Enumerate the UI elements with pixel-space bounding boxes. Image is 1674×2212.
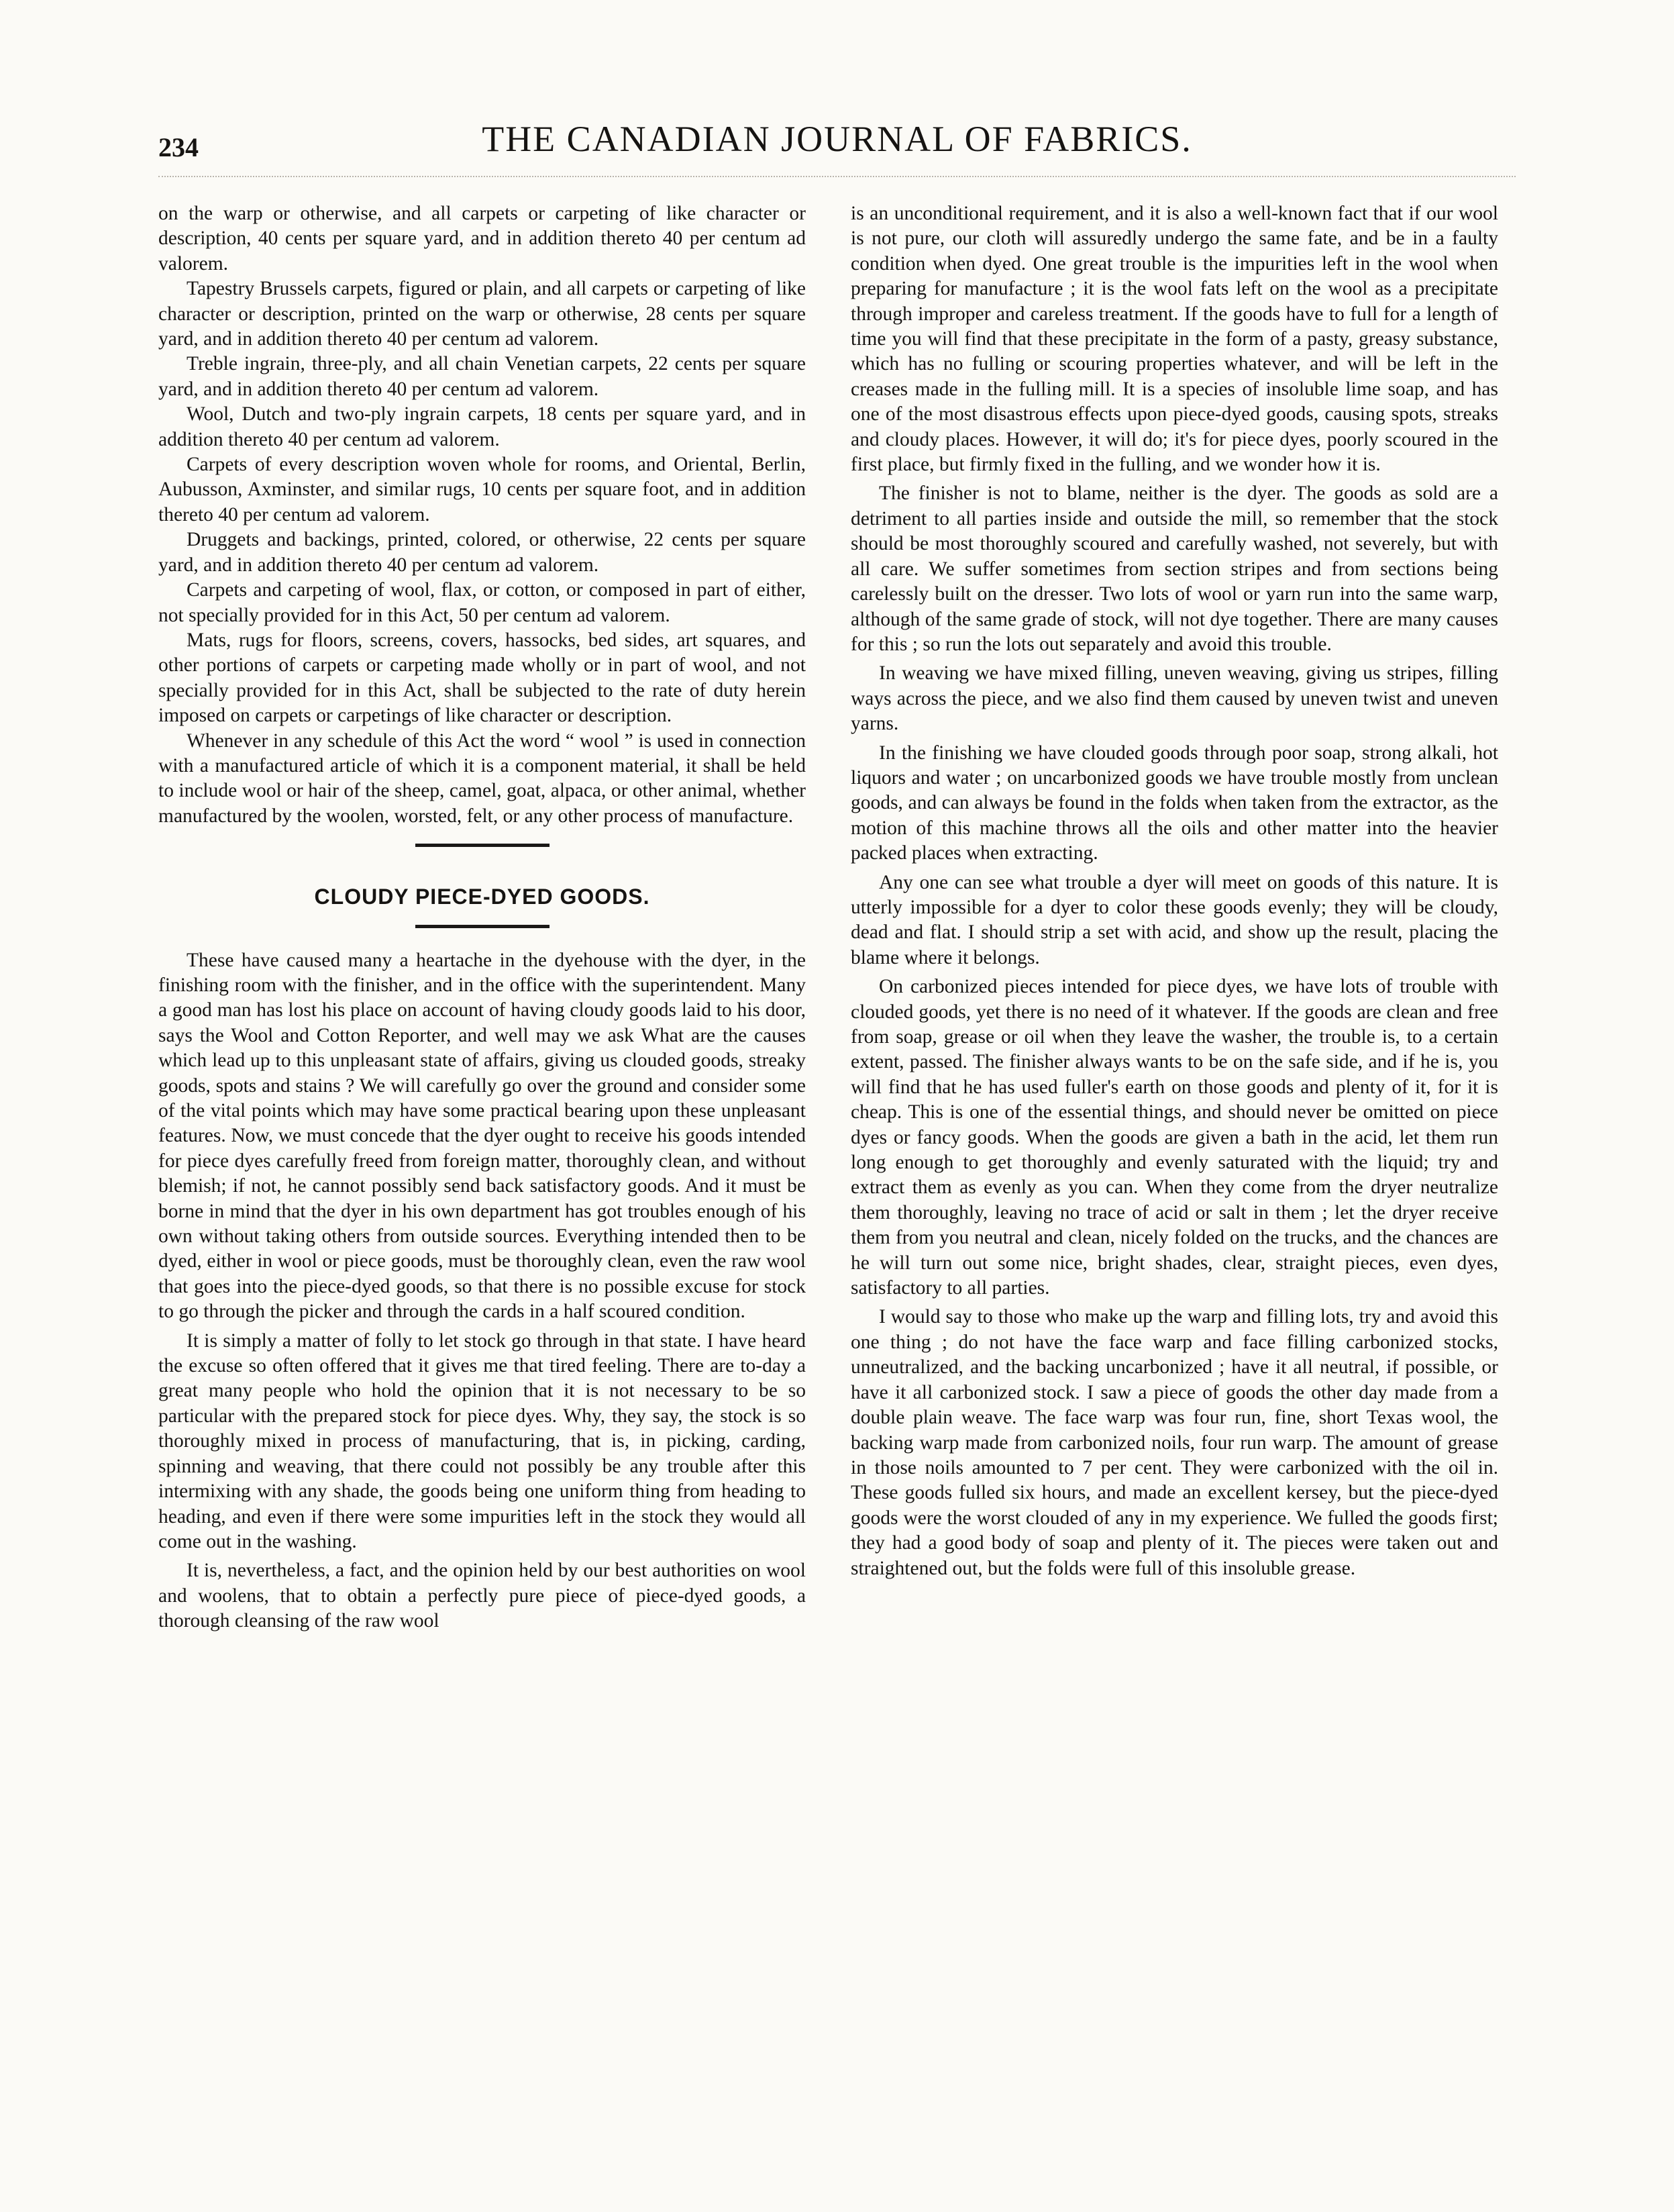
paragraph: Druggets and backings, printed, colored, or otherwise, 22 cents per square yard, and in addition thereto 40 per centum ad valorem. [158, 529, 806, 576]
paragraph: It is simply a matter of folly to let stock go through in that state. I have heard the excuse so often offered that it gives me that tired feeling. There are to-day a great many people who hold the opinion that it is not necessary to be so particular with the prepared stock for piece dyes. Why, they say, the stock is so thoroughly mixed in process of manufacturing, that is, in picking, carding, spinning and weaving, that there could not possibly be any trouble after this intermixing with any shade, the goods being one uniform thing from heading to heading, and even if there were some impurities left in the stock they would all come out in the washing. [158, 1329, 806, 1552]
paragraph: On carbonized pieces intended for piece dyes, we have lots of trouble with clouded goods, yet there is no need of it whatever. If the goods are clean and free from soap, grease or oil when they leave the washer, the trouble is, to a certain extent, passed. The finisher always wants to be on the safe side, and if he is, you will find that he has used fuller's earth on those goods and plenty of it, for it is cheap. This is one of the essential things, and should never be omitted on piece dyes or fancy goods. When the goods are given a bath in the acid, let them run long enough to get thoroughly and evenly saturated with the liquid; try and extract them as evenly as you can. When they come from the dryer neutralize them thoroughly, leaving no trace of acid or salt in them ; let the dryer receive them from you neutral and clean, nicely folded on the trucks, and the chances are he will turn out some nice, bright shades, clear, straight pieces, even dyes, satisfactory to all parties. [851, 976, 1498, 1299]
paragraph: Any one can see what trouble a dyer will meet on goods of this nature. It is utterly impossible for a dyer to color these goods evenly; they will be cloudy, dead and flat. I should strip a set with acid, and show up the result, placing the blame where it belongs. [851, 871, 1498, 968]
paragraph: is an unconditional requirement, and it is also a well-known fact that if our wool is not pure, our cloth will assuredly undergo the same fate, and be in a faulty condition when dyed. One great trouble is the impurities left in the wool when preparing for manufacture ; it is the wool fats left on the wool as a precipitate through improper and careless treatment. If the goods have to full for a length of time you will find that these precipitate in the form of a pasty, greasy substance, which has no fulling or scouring properties whatever, and will be left in the creases made in the fulling mill. It is a species of insoluble lime soap, and has one of the most disastrous effects upon piece-dyed goods, causing spots, streaks and cloudy places. However, it will do; it's for piece dyes, poorly scoured in the first place, but firmly fixed in the fulling, and we wonder how it is. [851, 203, 1498, 476]
paragraph: In weaving we have mixed filling, uneven weaving, giving us stripes, filling ways across the piece, and we also find them caused by uneven twist and uneven yarns. [851, 662, 1498, 735]
paragraph: Tapestry Brussels carpets, figured or plain, and all carpets or carpeting of like character or description, printed on the warp or otherwise, 28 cents per square yard, and in addition thereto 40 per centum ad valorem. [158, 278, 806, 350]
left-column [158, 201, 806, 2148]
paragraph: Wool, Dutch and two-ply ingrain carpets, 18 cents per square yard, and in addition thereto 40 per centum ad valorem. [158, 403, 806, 450]
page-number: 234 [158, 132, 199, 162]
section-title-rule-bottom [415, 925, 550, 928]
right-column [851, 201, 1498, 2148]
paragraph: In the finishing we have clouded goods through poor soap, strong alkali, hot liquors and water ; on uncarbonized goods we have trouble mostly from unclean goods, and can always be found in the folds when taken from the extractor, as the motion of this machine throws all the oils and other matter into the heavier packed places when extracting. [851, 742, 1498, 864]
paragraph: Mats, rugs for floors, screens, covers, hassocks, bed sides, art squares, and other portions of carpets or carpeting made wholly or in part of wool, and not specially provided for in this Act, shall be subjected to the rate of duty herein imposed on carpets or carpetings of like character or description. [158, 629, 806, 727]
header-rule [158, 176, 1516, 177]
journal-title: THE CANADIAN JOURNAL OF FABRICS. [482, 119, 1192, 159]
section-title: CLOUDY PIECE-DYED GOODS. [314, 885, 650, 909]
paragraph: Carpets of every description woven whole for rooms, and Oriental, Berlin, Aubusson, Axminster, and similar rugs, 10 cents per square foot, and in addition thereto 40 per centum ad valorem. [158, 454, 806, 525]
paragraph: Whenever in any schedule of this Act the word “ wool ” is used in connection with a manufactured article of which it is a component material, it shall be held to include wool or hair of the sheep, camel, goat, alpaca, or other animal, whether manufactured by the woolen, worsted, felt, or any other process of manufacture. [158, 730, 806, 827]
paragraph: It is, nevertheless, a fact, and the opinion held by our best authorities on wool and woolens, that to obtain a perfectly pure piece of piece-dyed goods, a thorough cleansing of the raw wool [158, 1560, 806, 1632]
section-title-rule-top [415, 844, 550, 847]
paragraph: on the warp or otherwise, and all carpets or carpeting of like character or description, 40 cents per square yard, and in addition thereto 40 per centum ad valorem. [158, 203, 806, 274]
paragraph: Treble ingrain, three-ply, and all chain Venetian carpets, 22 cents per square yard, and in addition thereto 40 per centum ad valorem. [158, 353, 806, 400]
paragraph: The finisher is not to blame, neither is the dyer. The goods as sold are a detriment to all parties inside and outside the mill, so remember that the stock should be most thoroughly scoured and carefully washed, not severely, but with all care. We suffer sometimes from section stripes and from sections being carelessly built on the dresser. Two lots of wool or yarn run into the same warp, although of the same grade of stock, will not dye together. There are many causes for this ; so run the lots out separately and avoid this trouble. [851, 483, 1498, 655]
paragraph: These have caused many a heartache in the dyehouse with the dyer, in the finishing room with the finisher, and in the office with the superintendent. Many a good man has lost his place on account of having cloudy goods laid to his door, says the Wool and Cotton Reporter, and well may we ask What are the causes which lead up to this unpleasant state of affairs, giving us clouded goods, streaky goods, spots and stains ? We will carefully go over the ground and consider some of the vital points which may have some practical bearing upon these unpleasant features. Now, we must concede that the dyer ought to receive his goods intended for piece dyes carefully freed from foreign matter, thoroughly clean, and without blemish; if not, he cannot possibly send back satisfactory goods. And it must be borne in mind that the dyer in his own department has got troubles enough of his own without taking others from outside sources. Everything intended then to be dyed, either in wool or piece goods, must be thoroughly clean, even the raw wool that goes into the piece-dyed goods, so that there is no possible excuse for stock to go through the picker and through the cards in a half scoured condition. [158, 949, 806, 1323]
paragraph: I would say to those who make up the warp and filling lots, try and avoid this one thing ; do not have the face warp and face filling carbonized stocks, unneutralized, and the backing uncarbonized ; have it all neutral, if possible, or have it all carbonized stock. I saw a piece of goods the other day made from a double plain weave. The face warp was four run, fine, short Texas wool, the backing warp made from carbonized noils, four run warp. The amount of grease in those noils amounted to 7 per cent. They were carbonized with the oil in. These goods fulled six hours, and made an excellent kersey, but the piece-dyed goods were the worst clouded of any in my experience. We fulled the goods first; they had a good body of soap and plenty of it. The pieces were taken out and straightened out, but the folds were full of this insoluble grease. [851, 1306, 1498, 1579]
paragraph: Carpets and carpeting of wool, flax, or cotton, or composed in part of either, not specially provided for in this Act, 50 per centum ad valorem. [158, 579, 806, 626]
